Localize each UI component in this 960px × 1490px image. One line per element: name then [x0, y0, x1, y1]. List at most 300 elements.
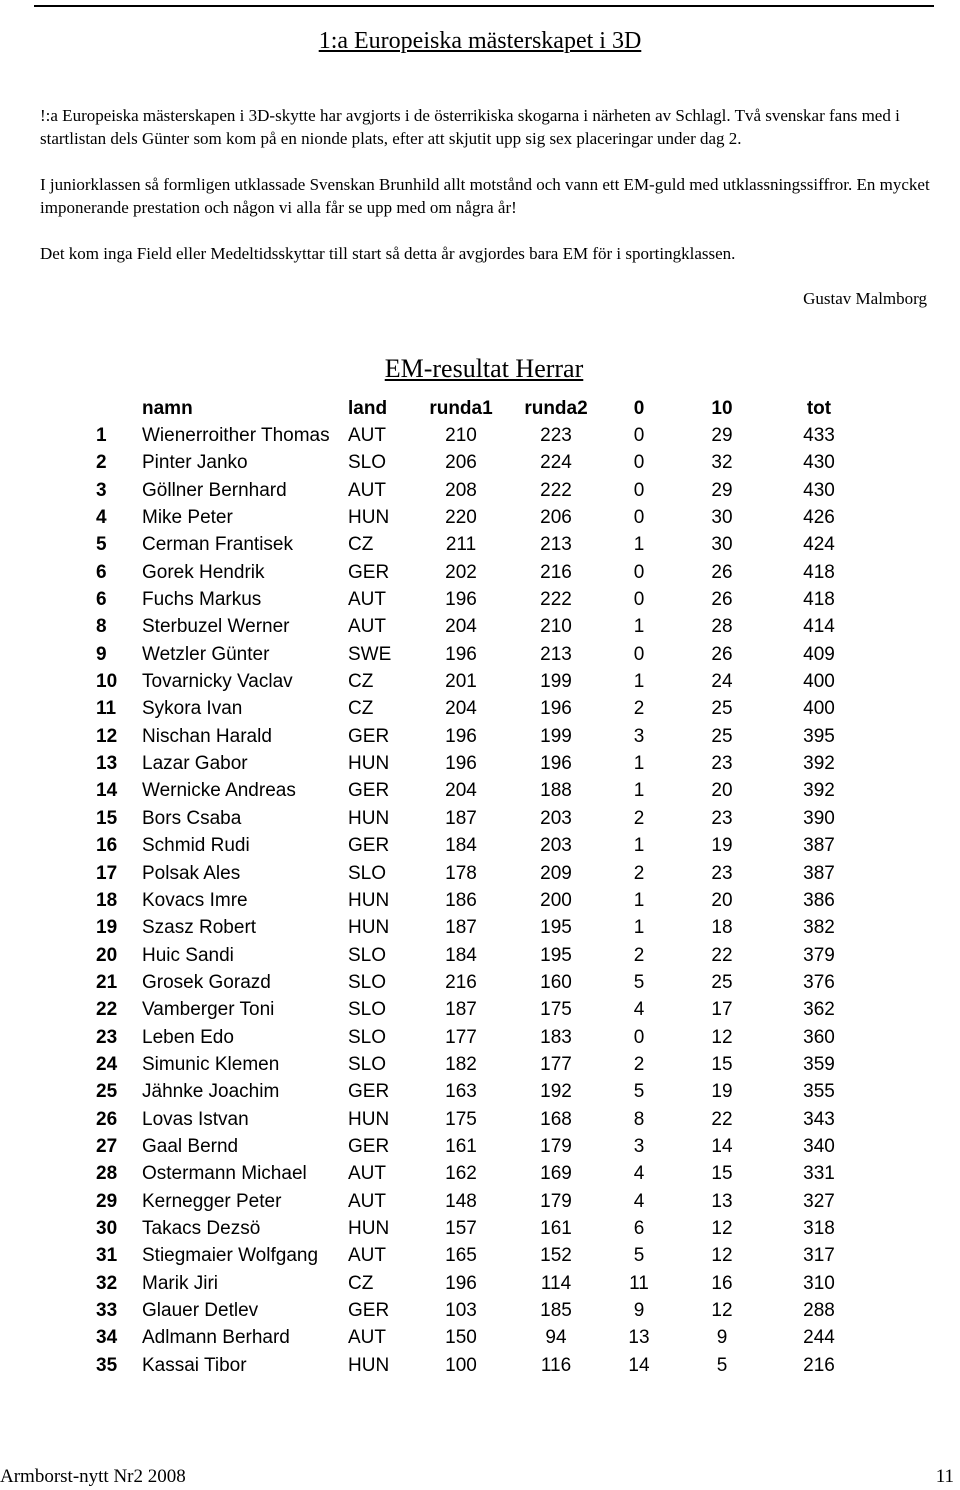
table-row — [96, 887, 864, 914]
table-row — [96, 422, 864, 449]
table-row — [96, 559, 864, 586]
cell-ten: 12 — [711, 1217, 733, 1239]
cell-runda2: 168 — [540, 1108, 572, 1130]
cell-runda1: 182 — [445, 1053, 477, 1075]
cell-zero: 0 — [633, 561, 645, 583]
cell-runda1: 157 — [445, 1217, 477, 1239]
table-row — [96, 586, 864, 613]
cell-runda1: 216 — [445, 971, 477, 993]
header-tot: tot — [806, 397, 832, 419]
cell-rank: 32 — [96, 1272, 118, 1294]
cell-rank: 21 — [96, 971, 118, 993]
cell-land: SLO — [348, 944, 387, 966]
cell-name: Kernegger Peter — [142, 1190, 282, 1212]
cell-rank: 1 — [96, 425, 107, 447]
cell-ten: 12 — [711, 1300, 733, 1322]
cell-name: Schmid Rudi — [142, 835, 250, 857]
cell-runda2: 183 — [540, 1026, 572, 1048]
cell-rank: 26 — [96, 1108, 118, 1130]
cell-name: Glauer Detlev — [142, 1300, 259, 1322]
cell-ten: 25 — [711, 971, 733, 993]
cell-runda1: 187 — [445, 917, 477, 939]
cell-name: Mike Peter — [142, 507, 233, 529]
cell-runda1: 202 — [445, 561, 477, 583]
cell-tot: 317 — [803, 1245, 835, 1267]
cell-zero: 0 — [633, 425, 645, 447]
cell-runda1: 184 — [445, 944, 477, 966]
cell-land: AUT — [348, 479, 386, 501]
cell-land: HUN — [348, 889, 390, 911]
cell-zero: 9 — [633, 1300, 645, 1322]
cell-zero: 14 — [628, 1354, 650, 1376]
cell-rank: 34 — [96, 1327, 118, 1349]
cell-runda2: 216 — [540, 561, 572, 583]
cell-land: GER — [348, 780, 390, 802]
cell-name: Huic Sandi — [142, 944, 234, 966]
cell-runda1: 201 — [445, 671, 477, 693]
cell-ten: 12 — [711, 1245, 733, 1267]
paragraph-2: I juniorklassen så formligen utklassade Svenskan Brunhild allt motstånd och vann ett EM-guld med utklassningssiffror. En mycket imponerande prestation och någon vi alla får se upp med om några år! — [40, 175, 930, 217]
cell-zero: 3 — [633, 1135, 645, 1157]
results-body — [96, 422, 864, 1379]
cell-runda2: 195 — [540, 944, 572, 966]
table-row — [96, 696, 864, 723]
cell-name: Stiegmaier Wolfgang — [142, 1245, 319, 1267]
cell-runda2: 177 — [540, 1053, 572, 1075]
cell-zero: 0 — [633, 589, 645, 611]
cell-runda2: 114 — [540, 1272, 572, 1294]
cell-ten: 29 — [711, 425, 733, 447]
table-row — [96, 860, 864, 887]
cell-runda1: 103 — [445, 1300, 477, 1322]
cell-tot: 392 — [803, 753, 835, 775]
cell-runda1: 184 — [445, 835, 477, 857]
cell-runda2: 192 — [540, 1081, 572, 1103]
table-row — [96, 1297, 864, 1324]
cell-tot: 216 — [803, 1354, 835, 1376]
cell-zero: 5 — [633, 1081, 645, 1103]
cell-runda1: 187 — [445, 999, 477, 1021]
cell-rank: 5 — [96, 534, 107, 556]
footer-publication: Armborst-nytt Nr2 2008 — [0, 1466, 186, 1487]
cell-runda2: 175 — [540, 999, 572, 1021]
table-row — [96, 833, 864, 860]
cell-zero: 1 — [633, 917, 645, 939]
cell-runda2: 210 — [540, 616, 572, 638]
table-row — [96, 477, 864, 504]
cell-runda1: 161 — [445, 1135, 477, 1157]
cell-tot: 400 — [803, 671, 835, 693]
cell-ten: 16 — [711, 1272, 733, 1294]
table-row — [96, 915, 864, 942]
cell-zero: 0 — [633, 507, 645, 529]
cell-tot: 395 — [803, 725, 835, 747]
cell-runda2: 200 — [540, 889, 572, 911]
cell-rank: 2 — [96, 452, 107, 474]
cell-tot: 379 — [803, 944, 835, 966]
cell-land: HUN — [348, 1354, 390, 1376]
cell-tot: 359 — [803, 1053, 835, 1075]
cell-rank: 28 — [96, 1163, 118, 1185]
cell-runda2: 179 — [540, 1135, 572, 1157]
cell-zero: 4 — [633, 999, 645, 1021]
cell-runda2: 169 — [540, 1163, 572, 1185]
cell-land: GER — [348, 561, 390, 583]
table-row — [96, 668, 864, 695]
cell-zero: 2 — [633, 807, 645, 829]
cell-zero: 0 — [633, 479, 645, 501]
table-row — [96, 805, 864, 832]
cell-name: Ostermann Michael — [142, 1163, 307, 1185]
cell-ten: 25 — [711, 725, 733, 747]
cell-name: Bors Csaba — [142, 807, 242, 829]
cell-runda1: 196 — [445, 1272, 477, 1294]
cell-runda1: 100 — [445, 1354, 477, 1376]
article-author: Gustav Malmborg — [803, 289, 927, 308]
cell-ten: 22 — [711, 944, 733, 966]
cell-tot: 392 — [803, 780, 835, 802]
paragraph-1: !:a Europeiska mästerskapen i 3D-skytte har avgjorts i de österrikiska skogarna i närheten av Schlagl. Två svenskar fans med i startlistan dels Günter som kom på en nionde plats, efter att skjutit upp sig sex placeringar under dag 2. — [40, 106, 900, 148]
cell-name: Szasz Robert — [142, 917, 257, 939]
article-body — [40, 104, 940, 288]
cell-land: SLO — [348, 999, 387, 1021]
footer-page-number: 11 — [935, 1466, 954, 1487]
cell-land: AUT — [348, 1163, 386, 1185]
cell-runda2: 223 — [540, 425, 572, 447]
cell-rank: 35 — [96, 1354, 118, 1376]
cell-ten: 20 — [711, 780, 733, 802]
cell-runda2: 222 — [540, 589, 572, 611]
table-row — [96, 614, 864, 641]
table-row — [96, 778, 864, 805]
header-runda2: runda2 — [524, 397, 588, 419]
cell-tot: 387 — [803, 862, 835, 884]
cell-tot: 387 — [803, 835, 835, 857]
cell-ten: 5 — [716, 1354, 728, 1376]
cell-tot: 355 — [803, 1081, 835, 1103]
cell-zero: 5 — [633, 971, 645, 993]
cell-name: Göllner Bernhard — [142, 479, 287, 501]
cell-name: Sykora Ivan — [142, 698, 243, 720]
cell-name: Lovas Istvan — [142, 1108, 249, 1130]
header-ten: 10 — [711, 397, 733, 419]
cell-zero: 6 — [633, 1217, 645, 1239]
cell-ten: 28 — [711, 616, 733, 638]
cell-name: Adlmann Berhard — [142, 1327, 290, 1349]
cell-land: HUN — [348, 917, 390, 939]
cell-rank: 33 — [96, 1300, 118, 1322]
cell-ten: 23 — [711, 753, 733, 775]
cell-land: SLO — [348, 971, 387, 993]
cell-runda2: 209 — [540, 862, 572, 884]
cell-runda1: 208 — [445, 479, 477, 501]
table-row — [96, 750, 864, 777]
table-row — [96, 1352, 864, 1379]
results-header-row — [96, 395, 864, 422]
cell-runda1: 196 — [445, 643, 477, 665]
cell-runda2: 152 — [540, 1245, 572, 1267]
cell-runda2: 224 — [540, 452, 572, 474]
cell-rank: 10 — [96, 671, 118, 693]
cell-rank: 18 — [96, 889, 118, 911]
cell-name: Gaal Bernd — [142, 1135, 239, 1157]
cell-tot: 343 — [803, 1108, 835, 1130]
table-row — [96, 532, 864, 559]
cell-runda2: 179 — [540, 1190, 572, 1212]
cell-rank: 27 — [96, 1135, 118, 1157]
cell-rank: 12 — [96, 725, 118, 747]
cell-runda1: 148 — [445, 1190, 477, 1212]
cell-land: AUT — [348, 616, 386, 638]
cell-rank: 16 — [96, 835, 118, 857]
cell-zero: 3 — [633, 725, 645, 747]
header-zero: 0 — [633, 397, 645, 419]
cell-land: AUT — [348, 1245, 386, 1267]
table-row — [96, 1106, 864, 1133]
cell-tot: 418 — [803, 589, 835, 611]
cell-ten: 30 — [711, 534, 733, 556]
cell-zero: 11 — [629, 1272, 649, 1294]
cell-land: AUT — [348, 1190, 386, 1212]
cell-name: Leben Edo — [142, 1026, 234, 1048]
cell-rank: 22 — [96, 999, 118, 1021]
cell-ten: 14 — [711, 1135, 733, 1157]
cell-land: AUT — [348, 425, 386, 447]
table-row — [96, 942, 864, 969]
cell-tot: 360 — [803, 1026, 835, 1048]
cell-rank: 8 — [96, 616, 107, 638]
cell-ten: 26 — [711, 561, 733, 583]
cell-ten: 15 — [711, 1163, 733, 1185]
cell-tot: 390 — [803, 807, 835, 829]
cell-name: Marik Jiri — [142, 1272, 218, 1294]
cell-rank: 6 — [96, 561, 107, 583]
cell-ten: 24 — [711, 671, 733, 693]
cell-name: Vamberger Toni — [142, 999, 275, 1021]
cell-zero: 2 — [633, 1053, 645, 1075]
table-row — [96, 997, 864, 1024]
cell-ten: 26 — [711, 643, 733, 665]
cell-land: SLO — [348, 862, 387, 884]
cell-zero: 1 — [633, 753, 645, 775]
table-row — [96, 1024, 864, 1051]
cell-tot: 418 — [803, 561, 835, 583]
cell-runda1: 162 — [445, 1163, 477, 1185]
table-row — [96, 450, 864, 477]
cell-land: GER — [348, 725, 390, 747]
cell-runda2: 160 — [540, 971, 572, 993]
cell-runda1: 196 — [445, 725, 477, 747]
cell-tot: 376 — [803, 971, 835, 993]
cell-tot: 331 — [803, 1163, 835, 1185]
cell-runda1: 204 — [445, 616, 477, 638]
cell-zero: 1 — [633, 534, 645, 556]
cell-tot: 400 — [803, 698, 835, 720]
cell-name: Jähnke Joachim — [142, 1081, 280, 1103]
cell-zero: 4 — [633, 1190, 645, 1212]
cell-zero: 1 — [633, 671, 645, 693]
cell-name: Wetzler Günter — [142, 643, 270, 665]
cell-tot: 244 — [803, 1327, 835, 1349]
cell-ten: 22 — [711, 1108, 733, 1130]
cell-zero: 1 — [633, 780, 645, 802]
table-row — [96, 969, 864, 996]
cell-name: Wernicke Andreas — [142, 780, 296, 802]
top-rule — [34, 5, 934, 7]
cell-tot: 426 — [803, 507, 835, 529]
paragraph-3: Det kom inga Field eller Medeltidsskyttar till start så detta år avgjordes bara EM för i sportingklassen. — [40, 244, 736, 263]
cell-land: CZ — [348, 1272, 374, 1294]
cell-tot: 430 — [803, 479, 835, 501]
cell-ten: 29 — [711, 479, 733, 501]
cell-land: SWE — [348, 643, 392, 665]
cell-land: SLO — [348, 1053, 387, 1075]
header-land: land — [348, 397, 388, 419]
cell-tot: 340 — [803, 1135, 835, 1157]
cell-runda1: 165 — [445, 1245, 477, 1267]
cell-runda2: 199 — [540, 725, 572, 747]
cell-ten: 25 — [711, 698, 733, 720]
cell-runda2: 213 — [540, 534, 572, 556]
cell-runda2: 196 — [540, 753, 572, 775]
cell-zero: 1 — [633, 889, 645, 911]
cell-runda2: 94 — [545, 1327, 567, 1349]
results-title: EM-resultat Herrar — [384, 354, 584, 383]
cell-zero: 2 — [633, 944, 645, 966]
cell-ten: 23 — [711, 807, 733, 829]
cell-land: GER — [348, 1081, 390, 1103]
cell-ten: 9 — [716, 1327, 728, 1349]
cell-land: GER — [348, 1135, 390, 1157]
cell-name: Kovacs Imre — [142, 889, 248, 911]
cell-tot: 288 — [803, 1300, 835, 1322]
table-row — [96, 1051, 864, 1078]
cell-runda1: 187 — [445, 807, 477, 829]
cell-runda2: 206 — [540, 507, 572, 529]
cell-runda2: 185 — [540, 1300, 572, 1322]
cell-name: Lazar Gabor — [142, 753, 248, 775]
cell-name: Cerman Frantisek — [142, 534, 293, 556]
cell-tot: 430 — [803, 452, 835, 474]
cell-land: HUN — [348, 507, 390, 529]
cell-runda2: 188 — [540, 780, 572, 802]
cell-runda1: 196 — [445, 589, 477, 611]
cell-ten: 17 — [711, 999, 733, 1021]
cell-land: CZ — [348, 698, 374, 720]
cell-tot: 382 — [803, 917, 835, 939]
header-rank — [96, 395, 142, 422]
cell-rank: 17 — [96, 862, 118, 884]
cell-runda1: 175 — [445, 1108, 477, 1130]
cell-runda1: 186 — [445, 889, 477, 911]
cell-zero: 0 — [633, 1026, 645, 1048]
cell-zero: 4 — [633, 1163, 645, 1185]
cell-runda2: 222 — [540, 479, 572, 501]
cell-runda1: 206 — [445, 452, 477, 474]
cell-land: SLO — [348, 452, 387, 474]
article-title: 1:a Europeiska mästerskapet i 3D — [318, 28, 642, 54]
cell-land: SLO — [348, 1026, 387, 1048]
cell-runda2: 203 — [540, 835, 572, 857]
cell-rank: 15 — [96, 807, 118, 829]
cell-zero: 2 — [633, 862, 645, 884]
cell-ten: 15 — [711, 1053, 733, 1075]
cell-rank: 14 — [96, 780, 118, 802]
cell-tot: 318 — [803, 1217, 835, 1239]
cell-rank: 25 — [96, 1081, 118, 1103]
cell-rank: 30 — [96, 1217, 118, 1239]
table-row — [96, 1325, 864, 1352]
cell-rank: 11 — [96, 698, 117, 720]
cell-tot: 424 — [803, 534, 835, 556]
cell-runda1: 204 — [445, 780, 477, 802]
cell-runda2: 199 — [540, 671, 572, 693]
cell-runda1: 210 — [445, 425, 477, 447]
table-row — [96, 1270, 864, 1297]
cell-tot: 327 — [803, 1190, 835, 1212]
cell-runda1: 211 — [445, 534, 477, 556]
table-row — [96, 641, 864, 668]
cell-name: Nischan Harald — [142, 725, 272, 747]
cell-zero: 5 — [633, 1245, 645, 1267]
cell-rank: 4 — [96, 507, 107, 529]
table-row — [96, 1079, 864, 1106]
cell-zero: 13 — [628, 1327, 650, 1349]
cell-runda1: 220 — [445, 507, 477, 529]
cell-rank: 6 — [96, 589, 107, 611]
cell-rank: 24 — [96, 1053, 118, 1075]
cell-zero: 1 — [633, 835, 645, 857]
cell-rank: 3 — [96, 479, 107, 501]
cell-name: Gorek Hendrik — [142, 561, 265, 583]
cell-ten: 23 — [711, 862, 733, 884]
cell-land: HUN — [348, 1217, 390, 1239]
header-name: namn — [142, 397, 193, 419]
cell-ten: 26 — [711, 589, 733, 611]
cell-land: AUT — [348, 1327, 386, 1349]
cell-tot: 433 — [803, 425, 835, 447]
cell-land: CZ — [348, 534, 374, 556]
cell-tot: 409 — [803, 643, 835, 665]
cell-runda2: 161 — [540, 1217, 572, 1239]
cell-zero: 0 — [633, 452, 645, 474]
cell-name: Polsak Ales — [142, 862, 241, 884]
cell-name: Pinter Janko — [142, 452, 248, 474]
cell-runda1: 150 — [445, 1327, 477, 1349]
cell-land: CZ — [348, 671, 374, 693]
cell-zero: 8 — [633, 1108, 645, 1130]
results-table — [96, 395, 864, 1379]
cell-tot: 310 — [803, 1272, 835, 1294]
cell-runda2: 203 — [540, 807, 572, 829]
cell-name: Tovarnicky Vaclav — [142, 671, 293, 693]
header-runda1: runda1 — [429, 397, 493, 419]
cell-land: HUN — [348, 807, 390, 829]
table-row — [96, 1215, 864, 1242]
cell-ten: 12 — [711, 1026, 733, 1048]
table-row — [96, 1133, 864, 1160]
cell-zero: 0 — [633, 643, 645, 665]
cell-name: Kassai Tibor — [142, 1354, 247, 1376]
cell-runda1: 177 — [445, 1026, 477, 1048]
cell-name: Takacs Dezsö — [142, 1217, 261, 1239]
cell-runda1: 196 — [445, 753, 477, 775]
cell-ten: 19 — [711, 1081, 733, 1103]
cell-runda2: 195 — [540, 917, 572, 939]
table-row — [96, 1188, 864, 1215]
cell-tot: 362 — [803, 999, 835, 1021]
cell-land: GER — [348, 1300, 390, 1322]
